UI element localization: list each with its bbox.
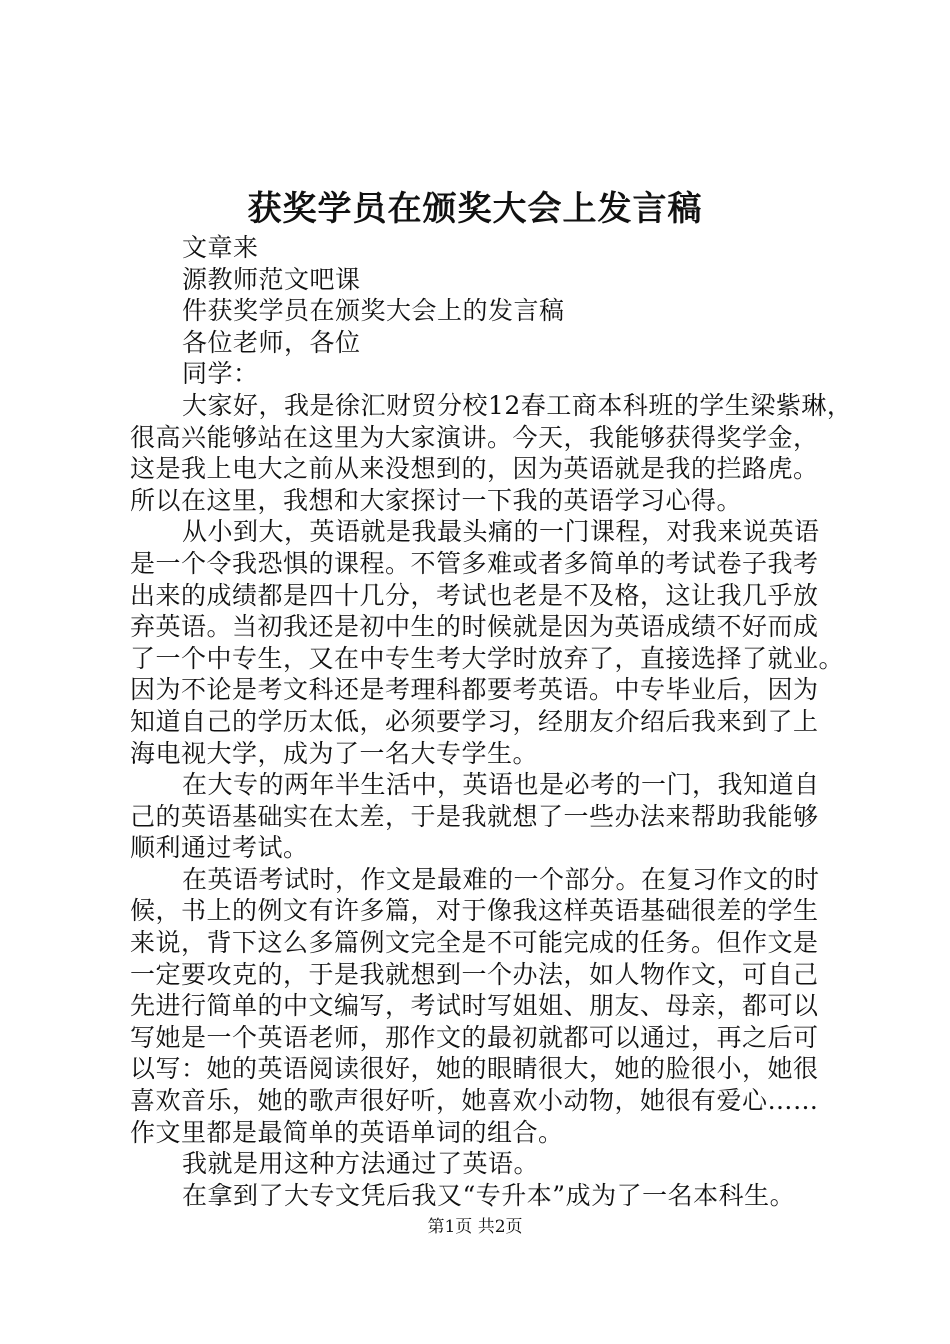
text-line: 来说，背下这么多篇例文完全是不可能完成的任务。但作文是 — [130, 928, 819, 958]
text-line: 作文里都是最简单的英语单词的组合。 — [130, 1117, 564, 1147]
paragraph-start-line: 在英语考试时，作文是最难的一个部分。在复习作文的时 — [182, 864, 820, 894]
text-line: 是一个令我恐惧的课程。不管多难或者多简单的考试卷子我考 — [130, 548, 819, 578]
text-line: 源教师范文吧课 — [182, 264, 361, 294]
paragraph-start-line: 我就是用这种方法通过了英语。 — [182, 1149, 540, 1179]
text-line: 候，书上的例文有许多篇，对于像我这样英语基础很差的学生 — [130, 896, 819, 926]
text-line: 很高兴能够站在这里为大家演讲。今天，我能够获得奖学金， — [130, 422, 819, 452]
text-line: 己的英语基础实在太差，于是我就想了一些办法来帮助我能够 — [130, 801, 819, 831]
text-line: 写她是一个英语老师，那作文的最初就都可以通过，再之后可 — [130, 1022, 819, 1052]
text-line: 海电视大学，成为了一名大专学生。 — [130, 738, 539, 768]
text-line: 同学： — [182, 359, 259, 389]
text-line: 喜欢音乐，她的歌声很好听，她喜欢小动物，她很有爱心…… — [130, 1086, 819, 1116]
page-footer: 第1页 共2页 — [427, 1217, 523, 1237]
text-line: 这是我上电大之前从来没想到的，因为英语就是我的拦路虎。 — [130, 454, 819, 484]
paragraph-start-line: 在拿到了大专文凭后我又“专升本”成为了一名本科生。 — [182, 1180, 796, 1210]
paragraph-start-line: 从小到大，英语就是我最头痛的一门课程，对我来说英语 — [182, 517, 820, 547]
text-line: 以写：她的英语阅读很好，她的眼睛很大，她的脸很小，她很 — [130, 1054, 819, 1084]
text-line: 一定要攻克的，于是我就想到一个办法，如人物作文，可自己 — [130, 959, 819, 989]
document-title: 获奖学员在颁奖大会上发言稿 — [247, 189, 703, 229]
text-line: 弃英语。当初我还是初中生的时候就是因为英语成绩不好而成 — [130, 612, 819, 642]
text-line: 因为不论是考文科还是考理科都要考英语。中专毕业后，因为 — [130, 675, 819, 705]
text-line: 件获奖学员在颁奖大会上的发言稿 — [182, 296, 565, 326]
text-line: 先进行简单的中文编写，考试时写姐姐、朋友、母亲，都可以 — [130, 991, 819, 1021]
text-line: 顺利通过考试。 — [130, 833, 309, 863]
text-line: 知道自己的学历太低，必须要学习，经朋友介绍后我来到了上 — [130, 706, 819, 736]
text-line: 出来的成绩都是四十几分，考试也老是不及格，这让我几乎放 — [130, 580, 819, 610]
text-line: 各位老师，各位 — [182, 327, 361, 357]
text-line: 所以在这里，我想和大家探讨一下我的英语学习心得。 — [130, 485, 743, 515]
paragraph-start-line: 在大专的两年半生活中，英语也是必考的一门，我知道自 — [182, 770, 820, 800]
text-line: 文章来 — [182, 233, 259, 262]
text-line: 了一个中专生，又在中专生考大学时放弃了，直接选择了就业。 — [130, 643, 845, 673]
document-body — [130, 232, 853, 1211]
paragraph-start-line: 大家好，我是徐汇财贸分校12春工商本科班的学生梁紫琳， — [182, 390, 853, 420]
